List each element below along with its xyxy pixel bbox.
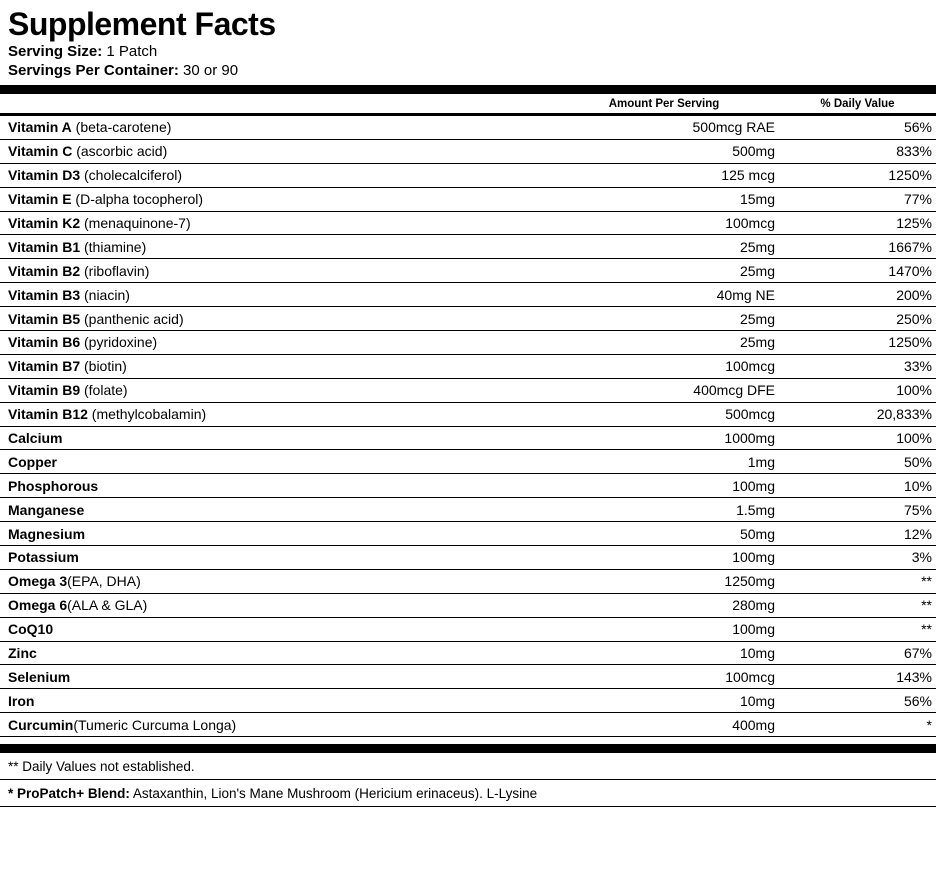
nutrient-name-cell — [0, 191, 449, 207]
nutrient-name-cell — [0, 358, 449, 374]
nutrient-detail: (panthenic acid) — [80, 310, 184, 327]
nutrient-name-cell — [0, 430, 449, 446]
nutrient-daily-value: 143% — [896, 668, 932, 685]
nutrient-name-cell — [0, 573, 449, 589]
page-title: Supplement Facts — [8, 6, 276, 42]
nutrient-amount: 500mg — [732, 143, 775, 160]
nutrient-amount: 400mcg DFE — [693, 382, 775, 399]
column-header-daily-value: % Daily Value — [820, 97, 895, 110]
divider-bar-bottom — [0, 744, 936, 753]
nutrient-name: Phosphorous — [8, 477, 99, 494]
nutrient-name: Vitamin C — [8, 143, 73, 160]
table-row — [0, 235, 936, 259]
nutrient-detail: (beta-carotene) — [71, 119, 172, 136]
nutrient-detail: (EPA, DHA) — [67, 573, 141, 590]
footnote-daily-values — [0, 753, 936, 780]
nutrient-daily-value: 10% — [903, 477, 932, 494]
nutrient-name-cell — [0, 693, 449, 709]
column-header-amount-per-serving: Amount Per Serving — [608, 97, 720, 110]
nutrient-name: Zinc — [8, 645, 37, 662]
nutrient-name: Vitamin B7 — [8, 358, 81, 375]
nutrient-name-cell — [0, 478, 449, 494]
nutrient-name: Vitamin B6 — [8, 334, 81, 351]
nutrient-amount: 100mcg — [725, 668, 775, 685]
table-row — [0, 642, 936, 666]
footnote-blend — [0, 780, 936, 807]
table-row — [0, 427, 936, 451]
nutrient-name-cell — [0, 526, 449, 542]
nutrient-amount: 400mg — [732, 716, 775, 733]
table-row — [0, 689, 936, 713]
serving-size-line — [0, 42, 936, 61]
table-row — [0, 140, 936, 164]
table-row — [0, 379, 936, 403]
nutrient-daily-value: 20,833% — [876, 406, 932, 423]
nutrient-amount: 1.5mg — [736, 501, 775, 518]
nutrient-daily-value: 1470% — [888, 262, 932, 279]
nutrient-name: Vitamin B5 — [8, 310, 81, 327]
nutrient-detail: (riboflavin) — [80, 262, 150, 279]
table-row — [0, 331, 936, 355]
nutrient-detail: (menaquinone-7) — [80, 215, 191, 231]
table-row — [0, 665, 936, 689]
nutrient-name-cell — [0, 119, 449, 135]
table-row — [0, 498, 936, 522]
nutrient-name: Potassium — [8, 549, 79, 566]
nutrient-name-cell — [0, 669, 449, 685]
nutrient-detail: (pyridoxine) — [80, 334, 158, 351]
nutrient-name-cell — [0, 263, 449, 279]
footnote-blend-label: * ProPatch+ Blend: — [8, 786, 130, 802]
nutrient-amount: 1250mg — [724, 573, 775, 590]
servings-per-container-value: 30 or 90 — [178, 62, 239, 79]
nutrient-name: Selenium — [8, 668, 71, 685]
table-row — [0, 212, 936, 236]
nutrient-daily-value: ** — [921, 573, 932, 590]
nutrient-detail: (D-alpha tocopherol) — [71, 191, 204, 208]
serving-size-label: Serving Size: — [8, 43, 103, 60]
nutrient-amount: 100mg — [732, 549, 775, 566]
nutrient-amount: 15mg — [739, 191, 775, 208]
table-row — [0, 450, 936, 474]
nutrient-name: Vitamin B9 — [8, 382, 81, 399]
nutrient-name-cell — [0, 215, 449, 231]
nutrient-detail: (Tumeric Curcuma Longa) — [73, 716, 237, 733]
table-row — [0, 259, 936, 283]
table-row — [0, 116, 936, 140]
table-row — [0, 355, 936, 379]
nutrient-amount: 25mg — [739, 310, 775, 327]
nutrient-detail: (methylcobalamin) — [87, 406, 207, 423]
nutrient-daily-value: 33% — [903, 358, 932, 375]
nutrient-name-cell — [0, 334, 449, 350]
nutrient-name: Magnesium — [8, 525, 86, 542]
footnote-blend-value: Astaxanthin, Lion's Mane Mushroom (Hericium erinaceus). L-Lysine — [129, 786, 538, 802]
nutrient-daily-value: 67% — [903, 645, 932, 662]
nutrient-daily-value: 1667% — [888, 238, 932, 255]
nutrient-amount: 100mcg — [725, 358, 775, 375]
nutrient-name: Vitamin B1 — [8, 238, 81, 255]
table-row — [0, 164, 936, 188]
nutrient-name: Copper — [8, 453, 57, 470]
nutrient-name-cell — [0, 549, 449, 565]
nutrient-amount: 500mcg — [725, 406, 775, 423]
nutrient-daily-value: ** — [921, 621, 932, 638]
table-row — [0, 713, 936, 737]
nutrient-name-cell — [0, 621, 449, 637]
nutrient-name: Omega 3 — [8, 573, 68, 590]
nutrient-daily-value: 125% — [896, 215, 932, 231]
servings-per-container-line — [0, 61, 936, 80]
nutrient-daily-value: 3% — [911, 549, 932, 566]
servings-per-container-label: Servings Per Container: — [8, 62, 179, 79]
nutrient-daily-value: 1250% — [888, 167, 932, 184]
nutrient-amount: 100mcg — [725, 215, 775, 231]
nutrient-daily-value: 50% — [903, 453, 932, 470]
nutrient-daily-value: 1250% — [888, 334, 932, 351]
nutrient-amount: 1mg — [747, 453, 775, 470]
nutrient-daily-value: 833% — [896, 143, 932, 160]
supplement-rows — [0, 116, 936, 737]
nutrient-amount: 10mg — [739, 692, 775, 709]
nutrient-name-cell — [0, 143, 449, 159]
nutrient-name: Omega 6 — [8, 597, 68, 614]
nutrient-daily-value: 77% — [903, 191, 932, 208]
nutrient-amount: 40mg NE — [716, 286, 775, 303]
nutrient-daily-value: 56% — [903, 692, 932, 709]
nutrient-detail: (cholecalciferol) — [80, 167, 183, 184]
nutrient-name-cell — [0, 597, 449, 613]
table-row — [0, 307, 936, 331]
nutrient-daily-value: 100% — [896, 430, 932, 447]
nutrient-name: Vitamin D3 — [8, 167, 81, 184]
nutrient-amount: 10mg — [739, 645, 775, 662]
nutrient-daily-value: 12% — [903, 525, 932, 542]
nutrient-name-cell — [0, 167, 449, 183]
nutrient-daily-value: ** — [921, 597, 932, 614]
nutrient-name: Vitamin K2 — [8, 215, 81, 231]
nutrient-name: Vitamin B2 — [8, 262, 81, 279]
table-row — [0, 570, 936, 594]
nutrient-amount: 25mg — [739, 238, 775, 255]
nutrient-name: Manganese — [8, 501, 85, 518]
nutrient-name: Vitamin B12 — [8, 406, 88, 423]
column-header-row — [0, 94, 936, 116]
nutrient-name-cell — [0, 645, 449, 661]
table-row — [0, 188, 936, 212]
nutrient-daily-value: 100% — [896, 382, 932, 399]
table-row — [0, 474, 936, 498]
nutrient-detail: (niacin) — [80, 286, 130, 303]
nutrient-name-cell — [0, 406, 449, 422]
nutrient-amount: 280mg — [732, 597, 775, 614]
nutrient-name-cell — [0, 382, 449, 398]
nutrient-daily-value: * — [926, 716, 932, 733]
nutrient-amount: 50mg — [739, 525, 775, 542]
nutrient-name-cell — [0, 454, 449, 470]
nutrient-name: Curcumin — [8, 716, 74, 733]
nutrient-amount: 25mg — [739, 262, 775, 279]
nutrient-detail: (thiamine) — [80, 238, 147, 255]
divider-bar-top — [0, 85, 936, 94]
table-row — [0, 283, 936, 307]
nutrient-name-cell — [0, 239, 449, 255]
nutrient-daily-value: 250% — [896, 310, 932, 327]
nutrient-amount: 100mg — [732, 477, 775, 494]
nutrient-detail: (biotin) — [80, 358, 127, 375]
nutrient-amount: 125 mcg — [721, 167, 775, 184]
nutrient-amount: 100mg — [732, 621, 775, 638]
footnote-daily-values-text: ** Daily Values not established. — [8, 759, 195, 775]
nutrient-name: CoQ10 — [8, 621, 54, 638]
nutrient-name-cell — [0, 311, 449, 327]
nutrient-name: Vitamin B3 — [8, 286, 81, 303]
nutrient-name-cell — [0, 717, 449, 733]
nutrient-amount: 1000mg — [724, 430, 775, 447]
nutrient-detail: (ALA & GLA) — [67, 597, 148, 614]
table-row — [0, 522, 936, 546]
nutrient-name: Vitamin A — [8, 119, 72, 136]
table-row — [0, 403, 936, 427]
nutrient-amount: 25mg — [739, 334, 775, 351]
table-row — [0, 618, 936, 642]
table-row — [0, 594, 936, 618]
nutrient-daily-value: 56% — [903, 119, 932, 136]
nutrient-name: Calcium — [8, 430, 63, 447]
table-row — [0, 546, 936, 570]
nutrient-detail: (ascorbic acid) — [72, 143, 168, 160]
nutrient-name: Iron — [8, 692, 35, 709]
nutrient-amount: 500mcg RAE — [692, 119, 775, 136]
nutrient-detail: (folate) — [80, 382, 128, 399]
nutrient-daily-value: 75% — [903, 501, 932, 518]
serving-size-value: 1 Patch — [102, 43, 158, 60]
nutrient-daily-value: 200% — [896, 286, 932, 303]
nutrient-name-cell — [0, 502, 449, 518]
nutrient-name-cell — [0, 287, 449, 303]
nutrient-name: Vitamin E — [8, 191, 72, 208]
